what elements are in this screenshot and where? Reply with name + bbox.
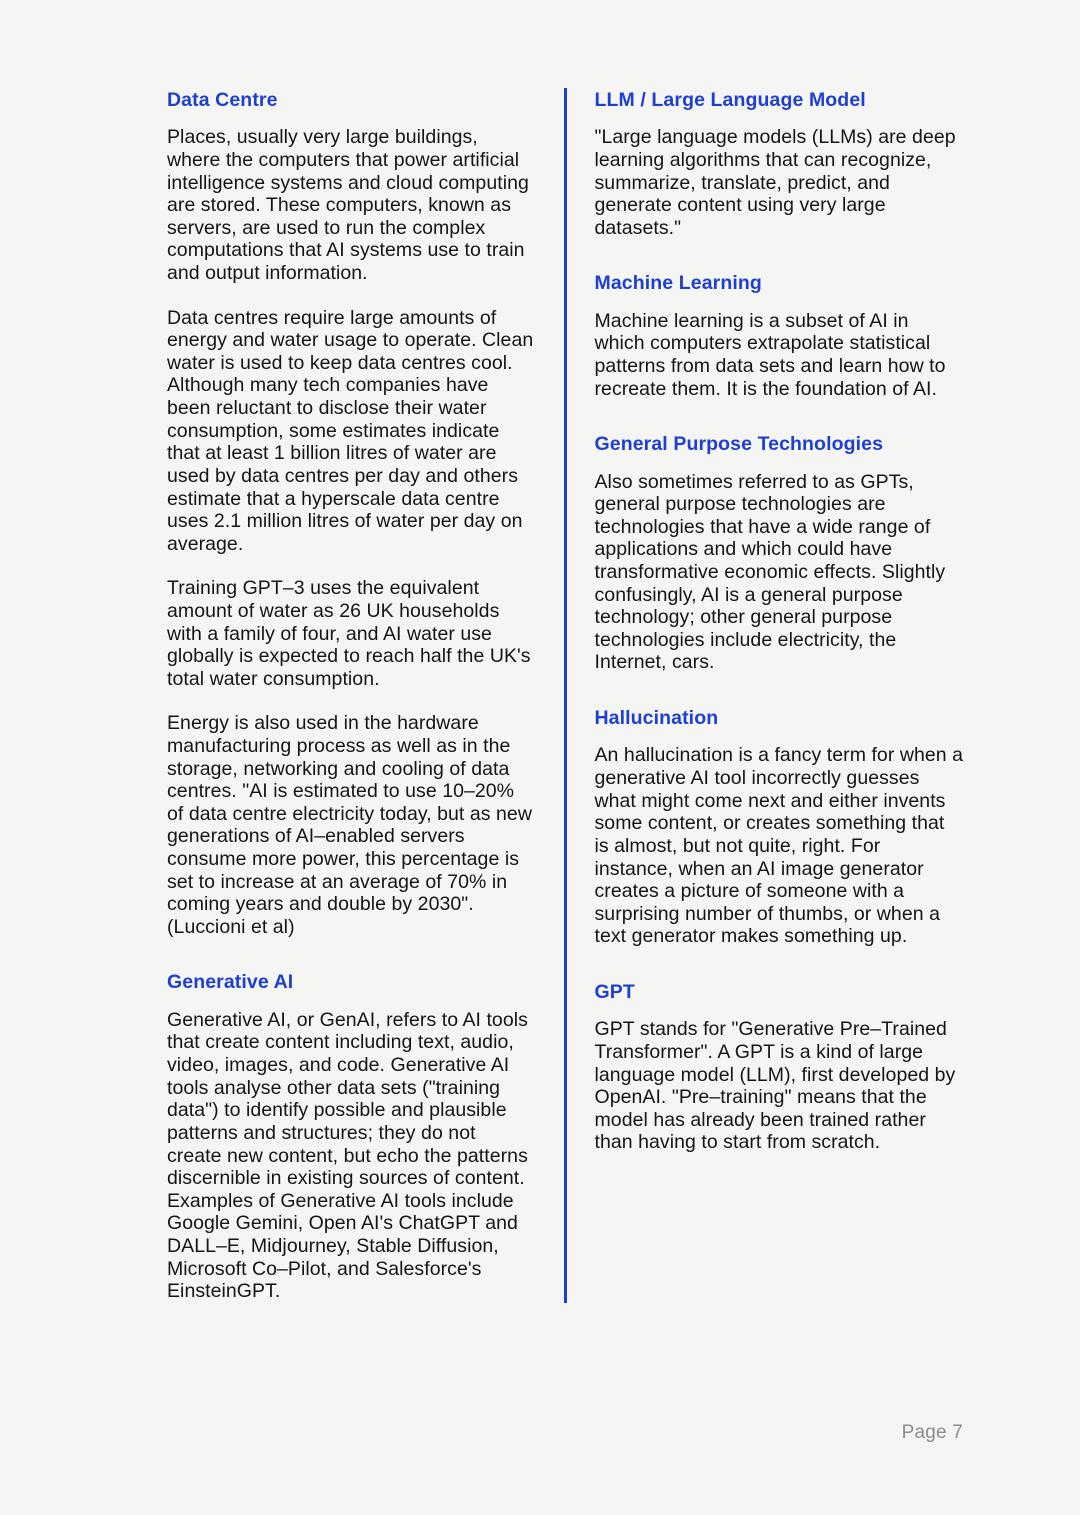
entry-paragraph: Generative AI, or GenAI, refers to AI tools that create content including text, audio, video, images, and code. Generative AI tools analyse other data sets ("training data") to identify possible and plausible patterns and structures; they do not create new content, but echo the patterns discernible in existing sources of content. Examples of Generative AI tools include Google Gemini, Open AI's ChatGPT and DALL–E, Midjourney, Stable Diffusion, Microsoft Co–Pilot, and Salesforce's EinsteinGPT. (167, 1008, 528, 1303)
entry-paragraph: Energy is also used in the hardware manufacturing process as well as in the storage, networking and cooling of data centres. "AI is estimated to use 10–20% of data centre electricity today, but as new generations of AI–enabled servers consume more power, this percentage is set to increase at an average of 70% in coming years and double by 2030". (Luccioni et al) (167, 712, 532, 938)
entry-title-data-centre: Data Centre (167, 89, 278, 111)
right-column (567, 88, 964, 1303)
entry-paragraph: Places, usually very large buildings, where the computers that power artificial intelligence systems and cloud computing are stored. These computers, known as servers, are used to run the complex computations that AI systems use to train and output information. (167, 126, 529, 285)
glossary-entry-general-purpose-technologies (595, 432, 964, 674)
entry-title-hallucination: Hallucination (594, 707, 719, 730)
entry-title-machine-learning: Machine Learning (594, 272, 762, 295)
page-number: Page 7 (901, 1422, 963, 1443)
entry-title-general-purpose-technologies: General Purpose Technologies (594, 433, 884, 456)
left-column (167, 88, 567, 1303)
entry-paragraph: Data centres require large amounts of energy and water usage to operate. Clean water is used to keep data centres cool. Although many tech companies have been reluctant to disclose their water consumption, some estimates indicate that at least 1 billion litres of water are used by data centres per day and others estimate that a hyperscale data centre uses 2.1 million litres of water per day on average. (167, 306, 534, 555)
entry-title-generative-ai: Generative AI (167, 971, 294, 994)
entry-paragraph: Training GPT–3 uses the equivalent amount of water as 26 UK households with a family of four, and AI water use globally is expected to reach half the UK's total water consumption. (167, 577, 531, 690)
entry-title-gpt: GPT (594, 980, 635, 1003)
entry-paragraph: GPT stands for "Generative Pre–Trained Transformer". A GPT is a kind of large language model (LLM), first developed by OpenAI. "Pre–training" means that the model has already been trained rather than having to start from scratch. (594, 1018, 956, 1154)
entry-paragraph: An hallucination is a fancy term for when a generative AI tool incorrectly guesses what might come next and either invents some content, or creates something that is almost, but not quite, right. For instance, when an AI image generator creates a picture of someone with a surprising number of thumbs, or when a text generator makes something up. (594, 744, 964, 948)
entry-paragraph: "Large language models (LLMs) are deep learning algorithms that can recognize, summarize, translate, predict, and generate content using very large datasets." (594, 126, 956, 239)
glossary-entry-data-centre (167, 88, 534, 938)
glossary-entry-generative-ai (167, 970, 534, 1302)
entry-paragraph: Machine learning is a subset of AI in which computers extrapolate statistical patterns from data sets and learn how to recreate them. It is the foundation of AI. (594, 309, 946, 400)
entry-paragraph: Also sometimes referred to as GPTs, general purpose technologies are technologies that have a wide range of applications and which could have transformative economic effects. Slightly confusingly, AI is a general purpose technology; other general purpose technologies include electricity, the Internet, cars. (594, 470, 946, 674)
entry-title-llm: LLM / Large Language Model (594, 89, 866, 111)
glossary-entry-gpt (595, 980, 964, 1154)
glossary-entry-machine-learning (595, 271, 964, 400)
glossary-columns (167, 88, 963, 1303)
glossary-entry-hallucination (595, 706, 964, 948)
glossary-entry-llm (595, 88, 964, 239)
